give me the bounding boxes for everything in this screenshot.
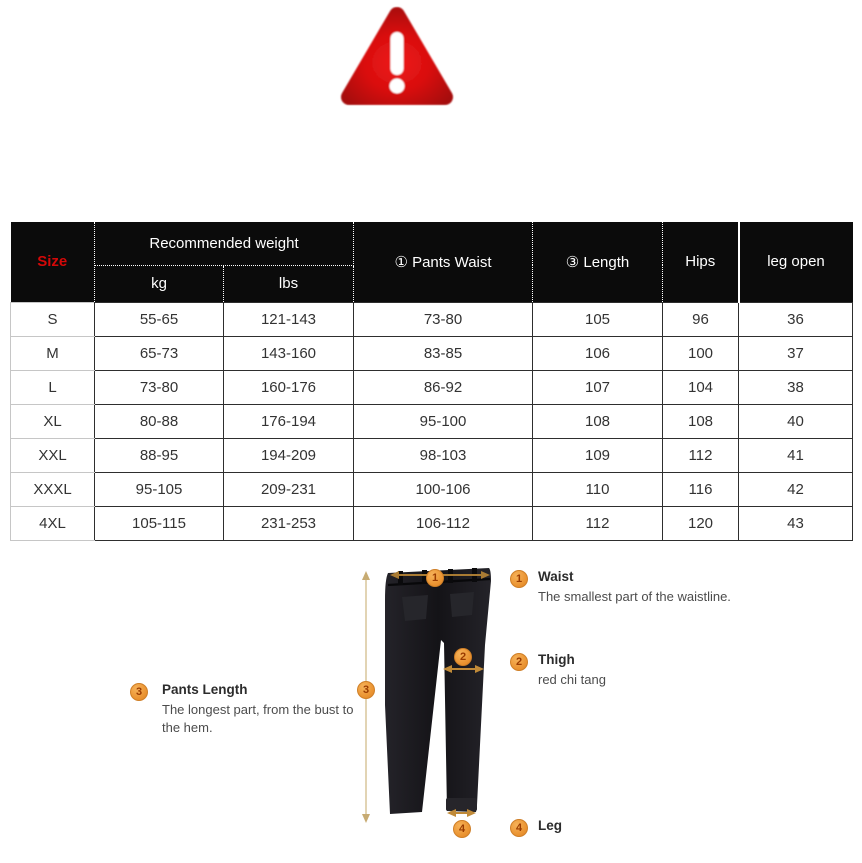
cell-length: 105 (533, 302, 663, 336)
cell-hips: 96 (663, 302, 739, 336)
legend-item-leg (538, 818, 658, 833)
cell-leg-open: 42 (739, 472, 853, 506)
length-marker-badge: 3 (357, 681, 375, 699)
cell-leg-open: 36 (739, 302, 853, 336)
col-header-size: Size (11, 222, 95, 302)
cell-hips: 100 (663, 336, 739, 370)
legend-item-thigh (538, 652, 738, 689)
col-header-recommended-weight: Recommended weight (95, 222, 354, 265)
col-header-hips: Hips (663, 222, 739, 302)
cell-hips: 116 (663, 472, 739, 506)
legend-title-pants-length: Pants Length (162, 682, 248, 697)
cell-kg: 80-88 (95, 404, 224, 438)
cell-kg: 95-105 (95, 472, 224, 506)
cell-lbs: 143-160 (224, 336, 354, 370)
table-row (11, 336, 853, 370)
cell-leg-open: 37 (739, 336, 853, 370)
cell-hips: 108 (663, 404, 739, 438)
legend-title-leg: Leg (538, 818, 563, 833)
cell-length: 107 (533, 370, 663, 404)
cell-leg-open: 40 (739, 404, 853, 438)
legend-title-waist: Waist (538, 569, 574, 584)
cell-size: M (11, 336, 95, 370)
col-header-leg-open: leg open (739, 222, 853, 302)
cell-size: XL (11, 404, 95, 438)
cell-hips: 120 (663, 506, 739, 540)
cell-lbs: 176-194 (224, 404, 354, 438)
cell-size: XXL (11, 438, 95, 472)
cell-waist: 98-103 (354, 438, 533, 472)
legend-desc-thigh: red chi tang (538, 672, 606, 687)
cell-waist: 106-112 (354, 506, 533, 540)
cell-waist: 95-100 (354, 404, 533, 438)
table-row (11, 506, 853, 540)
cell-leg-open: 43 (739, 506, 853, 540)
cell-size: S (11, 302, 95, 336)
waist-marker-badge: 1 (426, 569, 444, 587)
cell-leg-open: 41 (739, 438, 853, 472)
legend-item-pants-length (162, 682, 358, 737)
col-header-lbs: lbs (224, 265, 354, 302)
pants-illustration-icon (385, 568, 491, 814)
cell-kg: 105-115 (95, 506, 224, 540)
legend-desc-pants-length: The longest part, from the bust to the hem. (162, 702, 354, 735)
table-row (11, 370, 853, 404)
cell-lbs: 160-176 (224, 370, 354, 404)
cell-kg: 65-73 (95, 336, 224, 370)
cell-length: 110 (533, 472, 663, 506)
warning-triangle-icon (338, 2, 456, 114)
col-header-kg: kg (95, 265, 224, 302)
cell-kg: 55-65 (95, 302, 224, 336)
legend-desc-waist: The smallest part of the waistline. (538, 589, 731, 604)
cell-length: 109 (533, 438, 663, 472)
col-header-pants-waist: ① Pants Waist (354, 222, 533, 302)
cell-waist: 100-106 (354, 472, 533, 506)
size-chart-table (10, 222, 853, 541)
legend-badge-pants-length: 3 (130, 683, 148, 701)
cell-kg: 88-95 (95, 438, 224, 472)
legend-badge-waist: 1 (510, 570, 528, 588)
table-row (11, 404, 853, 438)
legend-badge-leg: 4 (510, 819, 528, 837)
table-row (11, 472, 853, 506)
cell-lbs: 194-209 (224, 438, 354, 472)
cell-waist: 83-85 (354, 336, 533, 370)
warning-icon (338, 2, 456, 114)
cell-lbs: 209-231 (224, 472, 354, 506)
cell-hips: 112 (663, 438, 739, 472)
table-row (11, 302, 853, 336)
thigh-marker-badge: 2 (454, 648, 472, 666)
cell-kg: 73-80 (95, 370, 224, 404)
legend-title-thigh: Thigh (538, 652, 575, 667)
cell-size: L (11, 370, 95, 404)
cell-size: 4XL (11, 506, 95, 540)
cell-leg-open: 38 (739, 370, 853, 404)
cell-lbs: 121-143 (224, 302, 354, 336)
table-row (11, 438, 853, 472)
cell-lbs: 231-253 (224, 506, 354, 540)
cell-waist: 86-92 (354, 370, 533, 404)
cell-hips: 104 (663, 370, 739, 404)
pants-diagram (350, 555, 510, 845)
cell-size: XXXL (11, 472, 95, 506)
legend-badge-thigh: 2 (510, 653, 528, 671)
cell-length: 106 (533, 336, 663, 370)
legend-item-waist (538, 569, 788, 606)
col-header-length: ③ Length (533, 222, 663, 302)
leg-marker-badge: 4 (453, 820, 471, 838)
cell-waist: 73-80 (354, 302, 533, 336)
cell-length: 108 (533, 404, 663, 438)
cell-length: 112 (533, 506, 663, 540)
